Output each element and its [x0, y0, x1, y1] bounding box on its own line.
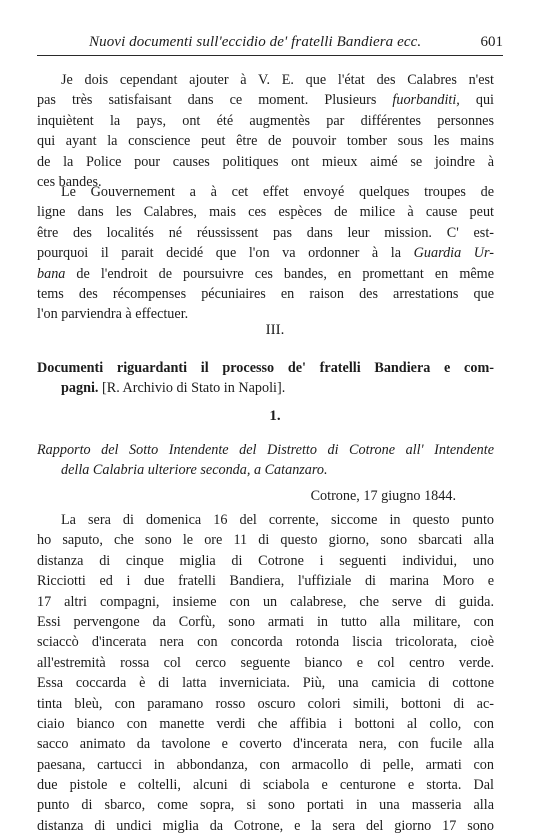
dateline-block	[37, 486, 494, 506]
text-line: due pistole e coltelli, alcuni di sciabola e centurone e storta. Dal	[37, 777, 494, 794]
header-rule	[37, 55, 503, 56]
running-header	[37, 34, 503, 56]
text-line: être des localités né réussissent pas dans leur mission. C' est-	[37, 224, 494, 241]
section-heading	[37, 358, 494, 399]
section-number: III.	[265, 322, 285, 338]
text-line: sacco animato da tavolone e coverto d'incerata nera, con fucile alla	[37, 736, 494, 753]
document-number: 1.	[269, 408, 281, 424]
text-line: inquiètent la pays, ont été augmentès par différentes personnes	[37, 112, 494, 129]
heading-line: pagni. [R. Archivio di Stato in Napoli].	[61, 380, 286, 397]
text-line: all'estremità rossa col cerco seguente bianco e col centro verde.	[37, 654, 494, 671]
heading-line: Documenti riguardanti il processo de' fratelli Bandiera e com-	[37, 360, 494, 376]
text-line: Je dois cependant ajouter à V. E. que l'état des Calabres n'est	[61, 72, 494, 88]
dateline: Cotrone, 17 giugno 1844.	[310, 488, 456, 504]
text-line: punto di sbarco, come sopra, si sono portati in una masseria alla	[37, 797, 494, 814]
text-line: pourquoi il parait decidé que l'on va ordonner à la Guardia Ur-	[37, 245, 494, 262]
text-line: qui ayant la conscience peut être de pouvoir tomber sous les mains	[37, 133, 494, 150]
text-line: La sera di domenica 16 del corrente, siccome in questo punto	[61, 512, 494, 528]
text-line: ho saputo, che sono le ore 11 di questo giorno, sono sbarcati alla	[37, 532, 494, 549]
text-line: Ricciotti ed i due fratelli Bandiera, l'uffiziale di marina Moro e	[37, 573, 494, 590]
text-line: Essa coccarda è di latta inverniciata. Più, una camicia di cottone	[37, 675, 494, 692]
report-body	[37, 510, 494, 836]
french-paragraph-2	[37, 182, 494, 325]
french-paragraph-1	[37, 70, 494, 192]
text-line: pas très satisfaisant dans ce moment. Plusieurs fuorbanditi, qui	[37, 92, 495, 109]
text-line: Essi pervengone da Corfù, sono armati in tutto alla militare, con	[37, 613, 494, 630]
title-line: Rapporto del Sotto Intendente del Distretto di Cotrone all' Intendente	[37, 442, 494, 458]
text-line: Le Gouvernement a à cet effet envoyé quelques troupes de	[61, 184, 494, 200]
text-line: distanza di undici miglia da Cotrone, e la sera del giorno 17 sono	[37, 817, 494, 834]
title-line: della Calabria ulteriore seconda, a Catanzaro.	[61, 462, 328, 479]
text-line: sciaccò d'incerata nera con concorda rotonda liscia tricolorata, cioè	[37, 634, 494, 651]
page-number: 601	[480, 34, 503, 50]
text-line: ces bandes.	[37, 173, 102, 190]
text-line: tinta bleù, con paramano rosso oscuro colori simili, bottoni di ac-	[37, 695, 494, 712]
text-line: paesana, cartucci in abbondanza, con armacollo di pelle, armati con	[37, 756, 494, 773]
text-line: l'on parviendra à effectuer.	[37, 306, 189, 323]
document-title	[37, 440, 494, 481]
text-line: 17 altri compagni, insieme con un calabrese, che serve di guida.	[37, 593, 494, 610]
text-line: distanza di cinque miglia di Cotrone i seguenti individui, uno	[37, 552, 494, 569]
running-title: Nuovi documenti sull'eccidio de' fratelli Bandiera ecc.	[89, 34, 422, 50]
text-line: tems des récompenses pécuniaires en raison des arrestations que	[37, 285, 494, 302]
text-line: ciaio bianco con manette verdi che affibia i bottoni al collo, con	[37, 715, 494, 732]
text-line: bana de l'endroit de poursuivre ces bandes, en promettant en même	[37, 265, 494, 282]
text-line: ligne dans les Calabres, mais ces espèces de milice à cause peut	[37, 204, 494, 221]
text-line: de la Police pour causes politiques ont mieux aimé se joindre à	[37, 153, 494, 170]
